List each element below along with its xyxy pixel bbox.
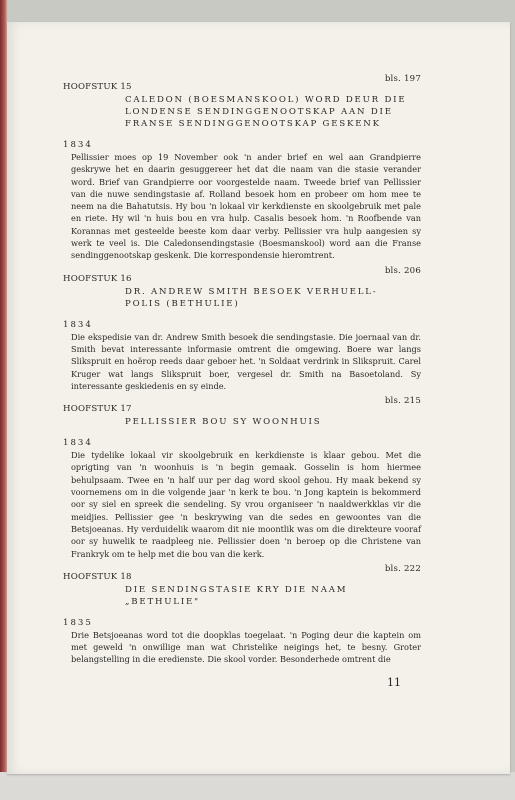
chapter-title xyxy=(125,416,421,428)
chapter-year: 1834 xyxy=(63,438,93,449)
chapter-title-line: DR. ANDREW SMITH BESOEK VERHUELL- xyxy=(125,286,378,297)
chapter-year: 1835 xyxy=(63,617,93,628)
chapter-label: HOOFSTUK 15 xyxy=(63,82,132,92)
chapter-title xyxy=(125,94,421,130)
chapter-17 xyxy=(63,396,421,560)
page-number: 11 xyxy=(387,676,401,689)
chapter-page-ref: bls. 197 xyxy=(384,74,421,84)
chapter-title-line: PELLISSIER BOU SY WOONHUIS xyxy=(125,417,322,428)
chapter-year: 1834 xyxy=(63,319,93,330)
book-page xyxy=(7,22,510,774)
chapter-title-line: POLIS (BETHULIE) xyxy=(125,298,240,309)
chapter-16 xyxy=(63,265,421,392)
chapter-header xyxy=(63,74,421,92)
chapter-title-line: FRANSE SENDINGGENOOTSKAP GESKENK xyxy=(125,119,381,129)
chapter-summary: Pellissier moes op 19 November ook 'n ander brief en wel aan Grandpierre geskrywe het en daarin gesuggereer het dat die naam van die stasie verander word. Brief van Grandpierre oor voorgestelde naam. Tweede brief van Pellissier van die nuwe sendingstasie af. Rolland besoek hom en probeer om hom mee te neem na die Bahatutsis. Hy bou 'n lokaal vir kerkdienste en skoolgebruik met pale en riete. Hy wil 'n huis bou en vra hulp. Casalis besoek hom. 'n Roofbende van Korannas met gesteelde beeste kom daar verby. Pellissier vra hulp aangesien sy werk te veel is. Die Caledonsendingstasie (Boesmanskool) word aan die Franse sendinggenootskap geskenk. Die korrespondensie hieromtrent. xyxy=(71,152,421,261)
chapter-list xyxy=(63,74,421,676)
chapter-page-ref: bls. 222 xyxy=(384,563,421,574)
chapter-header xyxy=(63,265,421,284)
chapter-title xyxy=(125,584,421,608)
chapter-summary: Die ekspedisie van dr. Andrew Smith besoek die sendingstasie. Die joernaal van dr. Smith bevat interessante informasie omtrent die omgewing. Boere war langs Slikspruit en hoërop reeds daar geboer het. 'n Soldaat verdrink in Slikspruit. Carel Kruger wat langs Slikspruit boer, vergesel dr. Smith na Basoetoland. Sy interessante geskiedenis en sy einde. xyxy=(71,331,421,391)
chapter-summary: Drie Betsjoeanas word tot die doopklas toegelaat. 'n Poging deur die kaptein om met geweld 'n onwillige man wat Christelike neigings het, te besny. Groter belangstelling in die eredienste. Die skool vorder. Besonderhede omtrent die xyxy=(71,629,421,665)
chapter-page-ref: bls. 206 xyxy=(384,265,421,276)
chapter-page-ref: bls. 215 xyxy=(384,396,421,407)
table-surface xyxy=(0,772,515,800)
chapter-summary: Die tydelike lokaal vir skoolgebruik en kerkdienste is klaar gebou. Met die oprigting van 'n woonhuis is 'n begin gemaak. Gosselin is hom hiermee behulpsaam. Twee en 'n half uur per dag word skool gehou. Hy maak bekend sy voornemens om in die volgende jaar 'n kerk te bou. 'n Jong kaptein is bekommerd oor sy siel en spreek die sendeling. Sy vrou organiseer 'n naaldwerkklas vir die meidjies. Pellissier gee 'n beskrywing van die sedes en gewoontes van die Betsjoeanas. Hy verduidelik waarom dit nie moontlik was om die direkteure vooraf oor sy huwelik te raadpleeg nie. Pellissier doen 'n beroep op die Christene van Frankryk om te help met die bou van die kerk. xyxy=(71,450,421,559)
chapter-header xyxy=(63,563,421,582)
chapter-label: HOOFSTUK 16 xyxy=(63,273,132,284)
chapter-year: 1834 xyxy=(63,140,93,150)
chapter-header xyxy=(63,396,421,415)
chapter-title-line: „BETHULIE" xyxy=(125,596,200,607)
chapter-title-line: DIE SENDINGSTASIE KRY DIE NAAM xyxy=(125,584,348,595)
chapter-label: HOOFSTUK 18 xyxy=(63,571,132,582)
chapter-title xyxy=(125,286,421,310)
chapter-label: HOOFSTUK 17 xyxy=(63,404,132,415)
chapter-title-line: LONDENSE SENDINGGENOOTSKAP AAN DIE xyxy=(125,107,393,117)
chapter-15 xyxy=(63,74,421,262)
chapter-title-line: CALEDON (BOESMANSKOOL) WORD DEUR DIE xyxy=(125,95,407,105)
chapter-18 xyxy=(63,563,421,666)
